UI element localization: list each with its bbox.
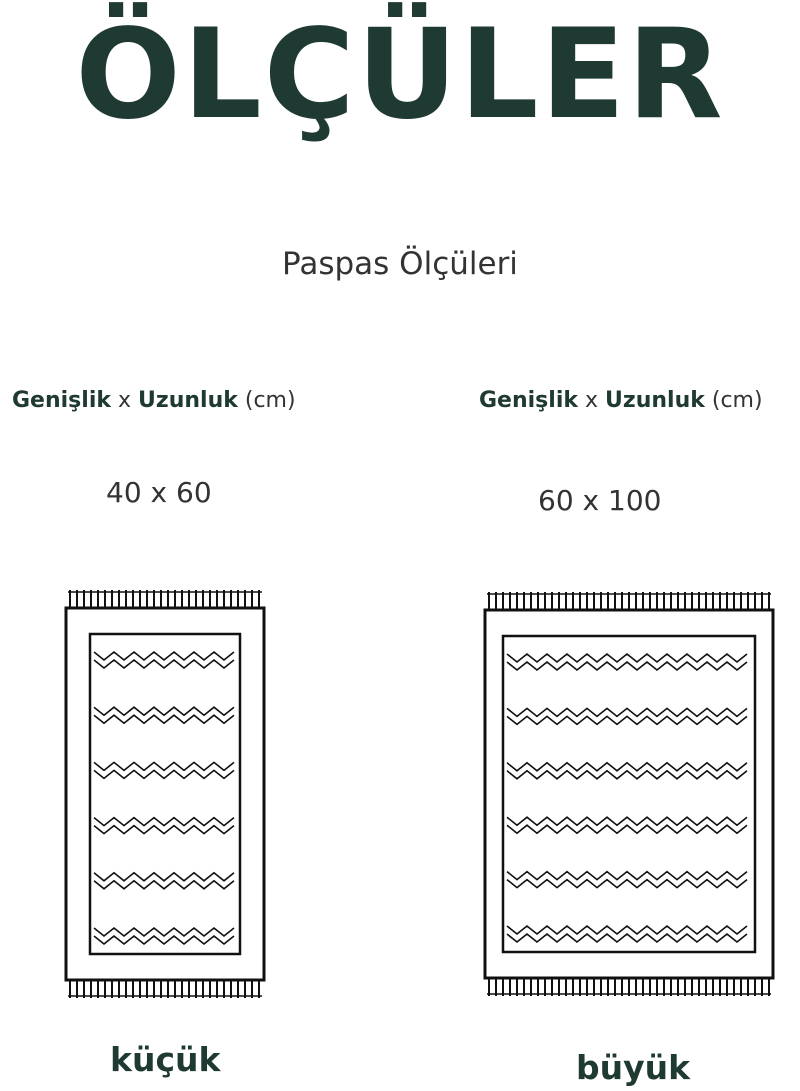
rug-outer-border xyxy=(66,608,264,980)
dimension-label-large xyxy=(479,388,763,413)
size-name-large: büyük xyxy=(576,1048,691,1087)
times-label: x xyxy=(118,388,132,413)
times-label: x xyxy=(585,388,599,413)
width-label: Genişlik xyxy=(479,388,578,413)
dimension-value-small: 40 x 60 xyxy=(106,476,212,509)
dimension-label-small xyxy=(12,388,296,413)
length-label: Uzunluk xyxy=(605,388,705,413)
page-subtitle: Paspas Ölçüleri xyxy=(282,246,518,282)
length-label: Uzunluk xyxy=(138,388,238,413)
dimension-value-large: 60 x 100 xyxy=(538,484,662,517)
small-rug-illustration xyxy=(62,586,268,1002)
unit-label: (cm) xyxy=(711,388,763,413)
large-rug-illustration xyxy=(481,588,777,1000)
width-label: Genişlik xyxy=(12,388,111,413)
unit-label: (cm) xyxy=(244,388,296,413)
page-title: ÖLÇÜLER xyxy=(75,3,725,147)
size-name-small: küçük xyxy=(110,1040,221,1079)
